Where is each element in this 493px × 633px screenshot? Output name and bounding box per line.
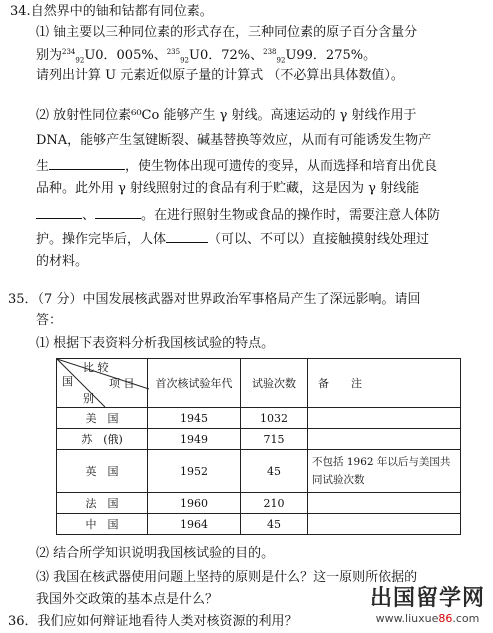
row-country: 美 国 — [57, 408, 148, 429]
answer-blank-3[interactable] — [95, 206, 141, 219]
q34-title: 自然界中的铀和钴都有同位素。 — [30, 4, 213, 19]
q35-number: 35． — [8, 292, 38, 307]
q34-number: 34. — [10, 4, 31, 19]
isotope-u234: $^{234}_{92}$ — [62, 48, 85, 65]
isotope-u234-percent: U0．005%、 — [84, 48, 167, 63]
q34-p2-line6 — [36, 230, 429, 248]
q34-p2-line5 — [36, 206, 440, 224]
q34-p1-line2-pre: 别为 — [36, 48, 63, 63]
row-year: 1960 — [148, 493, 241, 514]
row-count: 210 — [241, 493, 308, 514]
row-note — [308, 429, 461, 450]
row-note — [308, 514, 461, 535]
q34-p2-line1: ⑵ 放射性同位素⁶⁰Co 能够产生 γ 射线。高速运动的 γ 射线作用于 — [36, 108, 417, 123]
q36-line — [8, 614, 298, 630]
q35-sub1: ⑴ 根据下表资料分析我国核试验的特点。 — [36, 336, 275, 351]
q34-p2-line7: 的材料。 — [36, 254, 89, 269]
isotope-u235-percent: U0．72%、 — [189, 48, 264, 63]
q35-line1: （7 分）中国发展核武器对世界政治军事格局产生了深远影响。请回 — [37, 292, 421, 307]
row-count: 715 — [241, 429, 308, 450]
row-year: 1952 — [148, 450, 241, 493]
q36-number: 36． — [8, 614, 38, 629]
row-year: 1964 — [148, 514, 241, 535]
q34-p2-line4: 品种。此外用 γ 射线照射过的食品有利于贮藏，这是因为 γ 射线能 — [36, 181, 420, 196]
answer-blank-4[interactable] — [166, 230, 208, 243]
diag-label-left: 国 — [62, 375, 73, 388]
row-country: 英 国 — [57, 450, 148, 493]
answer-blank-2[interactable] — [36, 206, 82, 219]
nuclear-test-table — [56, 358, 461, 535]
diag-label-top: 比 较 — [83, 361, 109, 374]
row-country: 苏 (俄) — [57, 429, 148, 450]
q34-p2-line6-pre: 护。操作完毕后，人体 — [36, 232, 167, 247]
row-year: 1949 — [148, 429, 241, 450]
header-first-test-year: 首次核试验年代 — [148, 359, 241, 408]
diag-label-bottom: 别 — [83, 392, 94, 405]
q34-p2-line6-post: （可以、不可以）直接触摸射线处理过 — [208, 232, 430, 247]
q34-p2-line3-pre: 生 — [36, 159, 50, 174]
q34-heading — [10, 4, 213, 20]
q36-text: 我们应如何辩证地看待人类对核资源的利用？ — [37, 614, 298, 629]
q35-line2: 答： — [36, 313, 63, 328]
watermark-logo — [370, 581, 485, 625]
q34-p1-line2 — [36, 47, 376, 64]
isotope-u235: $^{235}_{92}$ — [166, 48, 190, 65]
table-row — [57, 514, 461, 535]
isotope-u238: $^{238}_{92}$ — [263, 48, 286, 65]
q34-p2-line5-post: 。在进行照射生物或食品的操作时，需要注意人体防 — [141, 208, 441, 223]
table-row — [57, 429, 461, 450]
table-row — [57, 493, 461, 514]
table-row — [57, 408, 461, 429]
diag-label-right: 项 目 — [109, 377, 135, 390]
row-count: 45 — [241, 450, 308, 493]
row-note — [308, 493, 461, 514]
row-count: 45 — [241, 514, 308, 535]
q34-p2-line2: DNA，能够产生氢键断裂、碱基替换等效应，从而有可能诱发生物产 — [36, 133, 432, 148]
row-country: 法 国 — [57, 493, 148, 514]
diagonal-header-cell — [57, 359, 148, 408]
q35-sub3-line2: 我国外交政策的基本点是什么？ — [36, 592, 219, 607]
table-row — [57, 450, 461, 493]
watermark-url: www.liuxue86.com — [375, 612, 480, 625]
watermark-title: 出国留学网 — [369, 586, 485, 611]
table-header-row — [57, 359, 461, 408]
q34-p1-line3: 请列出计算 U 元素近似原子量的计算式 （不必算出具体数值）。 — [36, 68, 404, 83]
row-year: 1945 — [148, 408, 241, 429]
q34-p2-line3 — [36, 157, 437, 175]
isotope-u238-percent: U99．275%。 — [285, 48, 377, 63]
row-count: 1032 — [241, 408, 308, 429]
q34-p1-line1: ⑴ 铀主要以三种同位素的形式存在，三种同位素的原子百分含量分 — [36, 25, 418, 40]
answer-blank-1[interactable] — [49, 157, 125, 170]
q34-p2-line5-sep: 、 — [82, 208, 96, 223]
q35-heading — [8, 292, 420, 308]
q35-sub2: ⑵ 结合所学知识说明我国核试验的目的。 — [36, 546, 275, 561]
q35-sub3-line1: ⑶ 我国在核武器使用问题上坚持的原则是什么？这一原则所依据的 — [36, 570, 418, 585]
row-note — [308, 408, 461, 429]
header-notes: 备 注 — [308, 359, 461, 408]
row-note: 不包括 1962 年以后与美国共同试验次数 — [308, 450, 461, 493]
q34-p2-line3-post: ，使生物体出现可遗传的变异，从而选择和培育出优良 — [125, 159, 438, 174]
header-test-count: 试验次数 — [241, 359, 308, 408]
row-country: 中 国 — [57, 514, 148, 535]
